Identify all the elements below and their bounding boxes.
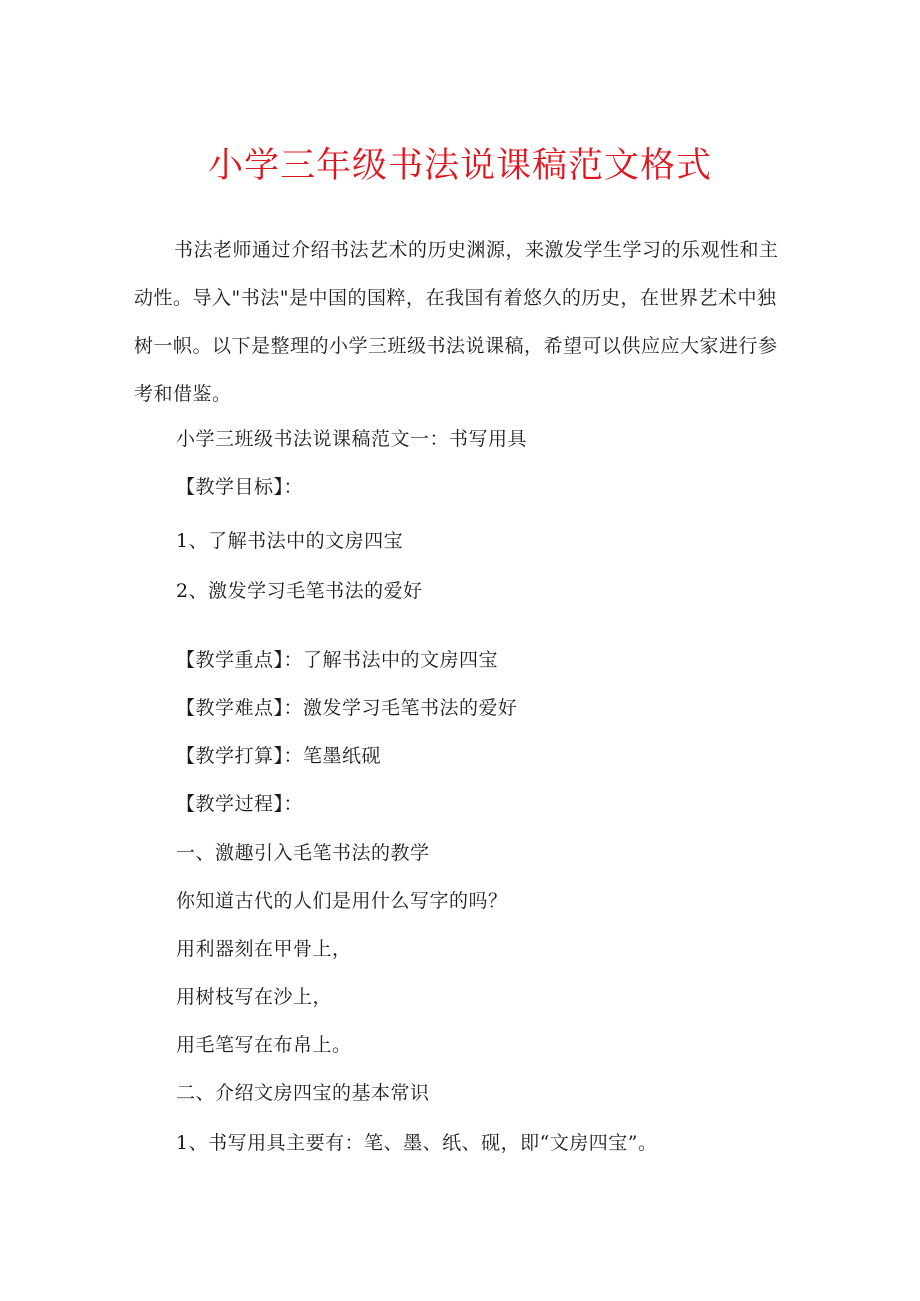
process-answer-1: 用利器刻在甲骨上， (176, 938, 352, 960)
objective-item-1: 1、了解书法中的文房四宝 (176, 530, 404, 552)
intro-paragraph: 书法老师通过介绍书法艺术的历史渊源，来激发学生学习的乐观性和主动性。导入"书法"是中国的国粹，在我国有着悠久的历史，在世界艺术中独树一帜。以下是整理的小学三班级书法说课稿，希望可以供应应大家进行参考和借鉴。 (134, 239, 779, 405)
teaching-objectives-label: 【教学目标】： (176, 476, 304, 498)
objective-item-2: 2、激发学习毛笔书法的爱好 (176, 580, 423, 602)
teaching-process-label: 【教学过程】： (176, 793, 304, 815)
process-answer-2: 用树枝写在沙上， (176, 986, 333, 1008)
process-question: 你知道古代的人们是用什么写字的吗？ (176, 890, 508, 912)
section-heading-writing-tools: 小学三班级书法说课稿范文一：书写用具 (176, 428, 528, 450)
document-title: 小学三年级书法说课稿范文格式 (207, 146, 712, 186)
process-step-2-heading: 二、介绍文房四宝的基本常识 (176, 1082, 430, 1104)
teaching-preparation: 【教学打算】：笔墨纸砚 (176, 745, 382, 767)
teaching-difficulty: 【教学难点】：激发学习毛笔书法的爱好 (176, 697, 518, 719)
process-answer-3: 用毛笔写在布帛上。 (176, 1034, 352, 1056)
writing-tools-item-1: 1、书写用具主要有：笔、墨、纸、砚，即“文房四宝”。 (176, 1132, 658, 1154)
teaching-key-point: 【教学重点】：了解书法中的文房四宝 (176, 649, 499, 671)
process-step-1-heading: 一、激趣引入毛笔书法的教学 (176, 842, 430, 864)
